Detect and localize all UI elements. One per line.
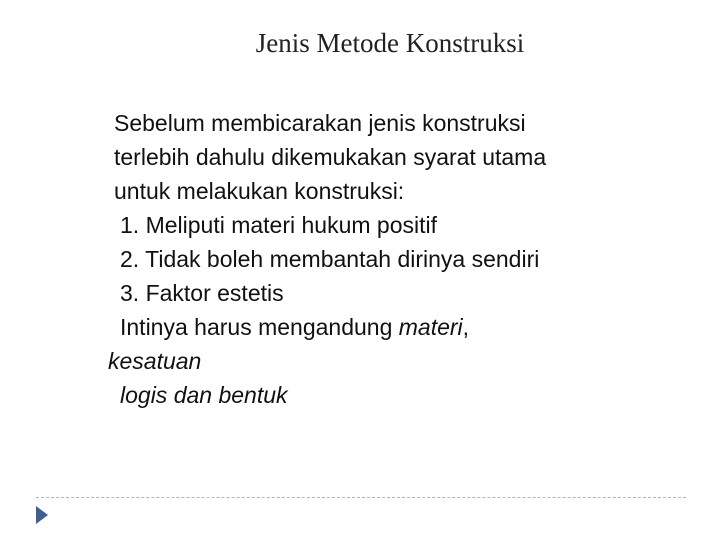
conclusion-term-materi: materi <box>398 314 463 340</box>
slide-body <box>108 106 674 412</box>
intro-line: Sebelum membicarakan jenis konstruksi <box>114 110 526 136</box>
triangle-right-icon[interactable] <box>35 505 49 525</box>
conclusion-term-kesatuan: kesatuan <box>108 348 202 374</box>
conclusion-comma: , <box>462 314 470 340</box>
intro-line: untuk melakukan konstruksi: <box>114 178 405 204</box>
list-item: 1. Meliputi materi hukum positif <box>120 212 438 238</box>
footer-divider <box>36 497 686 498</box>
conclusion-lead: Intinya harus mengandung <box>120 314 399 340</box>
conclusion-line <box>114 310 674 344</box>
list-item: 3. Faktor estetis <box>120 280 284 306</box>
slide-title: Jenis Metode Konstruksi <box>255 28 525 58</box>
intro-line: terlebih dahulu dikemukakan syarat utama <box>114 144 547 170</box>
conclusion-term-logis: logis dan bentuk <box>120 382 288 408</box>
list-item: 2. Tidak boleh membantah dirinya sendiri <box>120 246 540 272</box>
